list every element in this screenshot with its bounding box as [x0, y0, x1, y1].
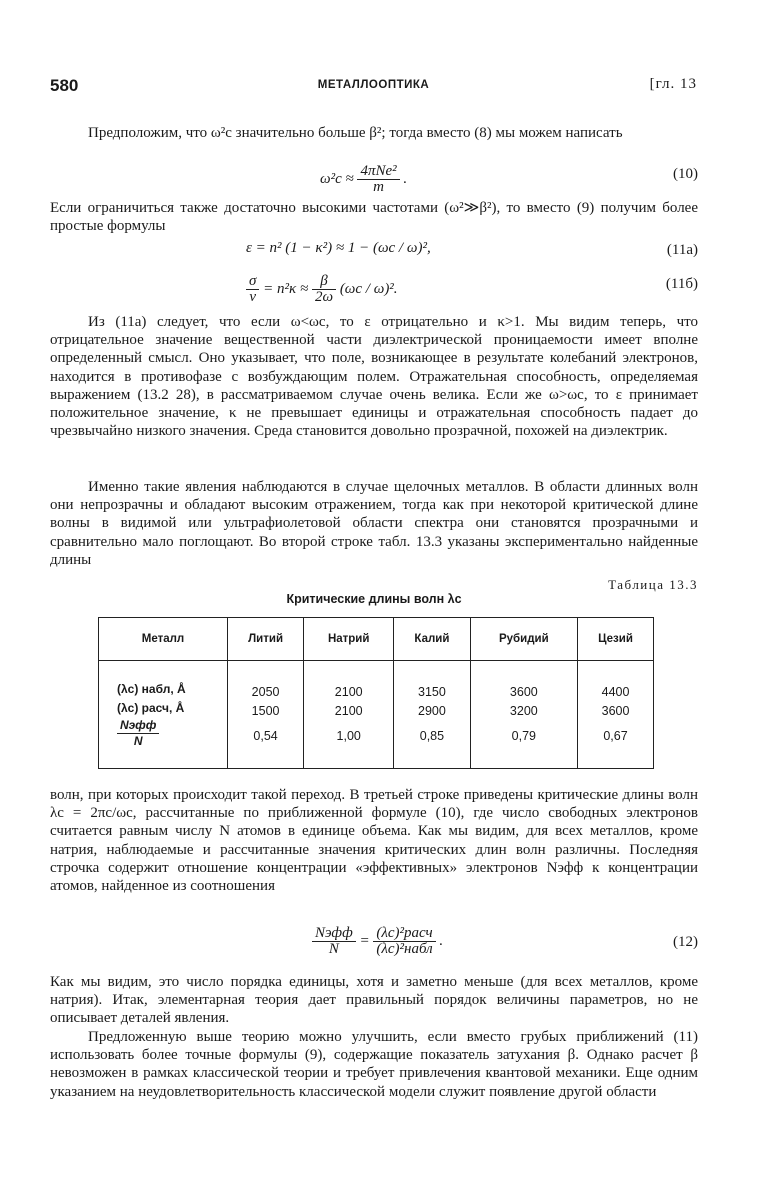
header-potassium: Калий	[394, 618, 470, 661]
header-rubidium: Рубидий	[470, 618, 577, 661]
column-potassium	[394, 661, 470, 769]
eq12-equals: =	[359, 932, 370, 949]
row-label-calculated: (λc) расч, Å	[117, 701, 185, 715]
table-cell: 2100	[334, 685, 363, 699]
table-cell: 1500	[251, 704, 280, 718]
table-cell: 1,00	[336, 729, 361, 743]
column-rubidium	[470, 661, 577, 769]
table-cell: 2050	[251, 685, 280, 699]
chapter-ref: [гл. 13	[649, 76, 697, 92]
eq11b-fraction	[312, 274, 336, 305]
eq11b-den: 2ω	[314, 289, 334, 305]
header-sodium: Натрий	[304, 618, 394, 661]
critical-wavelengths-table	[98, 617, 654, 769]
equation-11b	[50, 270, 698, 305]
table-caption: Таблица 13.3	[608, 577, 698, 592]
page-number: 580	[50, 76, 79, 95]
row-label-ratio	[117, 718, 159, 749]
eq11a-number: (11а)	[666, 242, 698, 258]
eq12-lhs-den: N	[328, 941, 339, 957]
equation-12	[50, 922, 698, 962]
equation-10	[50, 160, 698, 195]
eq12-tail: .	[439, 932, 444, 949]
table-cell: 2900	[418, 704, 446, 718]
table-cell: 0,85	[419, 729, 445, 743]
eq11b-number: (11б)	[665, 276, 698, 292]
eq12-lhs-num: Nэфф	[312, 926, 356, 942]
eq10-numerator: 4πNe²	[357, 164, 399, 180]
table-cell: 0,67	[603, 729, 628, 743]
paragraph-4: Именно такие явления наблюдаются в случае щелочных металлов. В области длинных волн они непрозрачны и обладают высоким отражением, тогда как при некоторой критической длине волны в видимой или ультрафиолетовой области спектра они становятся прозрачными и сравнительно мало поглощают. Во второй строке табл. 13.3 указаны экспериментально найденные длины	[50, 479, 698, 568]
row-labels-cell	[99, 661, 228, 769]
row-label-observed: (λc) набл, Å	[117, 682, 186, 696]
eq12-fraction	[373, 926, 435, 957]
paragraph-3: Из (11а) следует, что если ω<ωc, то ε отрицательно и κ>1. Мы видим теперь, что отрицательное значение вещественной части диэлектрической проницаемости имеет вполне определенный смысл. Оно указывает, что поле, возникающее в результате колебаний электронов, находится в противофазе с возбуждающим полем. Отражательная способность, определяемая выражением (13.2 28), в рассматриваемом случае очень велика. Если же ω>ωc, то ε принимает положительное значение, κ не превышает единицы и отражательная способность падает до чрезвычайно низкого значения. Среда становится довольно прозрачной, похожей на диэлектрик.	[50, 314, 698, 440]
eq10-number: (10)	[673, 166, 698, 182]
table-title: Критические длины волн λc	[286, 592, 462, 606]
paragraph-6: Как мы видим, это число порядка единицы, хотя и заметно меньше (для всех металлов, кроме натрия). Итак, элементарная теория дает правильный порядок величины параметров, но не описывает деталей явления.	[50, 974, 698, 1027]
table-header-row	[99, 618, 654, 661]
eq11b-mid: = n²κ ≈	[263, 280, 309, 297]
header-lithium: Литий	[228, 618, 304, 661]
page-header	[50, 76, 697, 98]
header-cesium: Цезий	[578, 618, 654, 661]
eq10-tail: .	[403, 170, 408, 187]
eq12-lhs-fraction	[312, 926, 356, 957]
ratio-label-num: Nэфф	[117, 718, 159, 734]
table-cell: 4400	[601, 685, 630, 699]
eq10-fraction	[357, 164, 399, 195]
eq12-den: (λc)²набл	[376, 941, 433, 957]
running-title: МЕТАЛЛООПТИКА	[317, 79, 430, 91]
table-cell: 0,54	[253, 729, 278, 743]
eq11b-num: β	[312, 274, 336, 290]
column-cesium	[578, 661, 654, 769]
table-cell: 3200	[509, 704, 538, 718]
table-cell: 3600	[509, 685, 538, 699]
eq10-denominator: m	[373, 179, 384, 195]
eq11a-formula: ε = n² (1 − κ²) ≈ 1 − (ωc / ω)²,	[246, 240, 431, 256]
ratio-label-den: N	[133, 734, 143, 748]
paragraph-2: Если ограничиться также достаточно высокими частотами (ω²≫β²), то вместо (9) получим более простые формулы	[50, 200, 698, 235]
table-cell: 0,79	[511, 729, 536, 743]
table-cell: 2100	[334, 704, 363, 718]
table-cell: 3150	[418, 685, 446, 699]
paragraph-5: волн, при которых происходит такой переход. В третьей строке приведены критические длины волн λc = 2πc/ωc, рассчитанные по приближенной формуле (10), где число свободных электронов считается равным числу N атомов в единице объема. Как мы видим, для всех металлов, кроме натрия, наблюдаемые и рассчитанные значения критических длин волн различны. Последняя строчка содержит отношение концентрации «эффективных» электронов Nэфф к концентрации атомов, найденное из соотношения	[50, 787, 698, 895]
equation-11a	[50, 236, 698, 266]
eq11b-lhs-num: σ	[246, 274, 259, 290]
table-cell: 3600	[601, 704, 630, 718]
eq12-num: (λc)²расч	[373, 926, 435, 942]
eq10-lhs: ω²c ≈	[320, 170, 354, 187]
eq11b-tail: (ωc / ω)².	[339, 280, 398, 297]
column-sodium	[304, 661, 394, 769]
paragraph-1: Предположим, что ω²c значительно больше β²; тогда вместо (8) мы можем написать	[88, 125, 623, 141]
header-metal: Металл	[99, 618, 228, 661]
table-data-row	[99, 661, 654, 769]
eq11b-lhs-den: ν	[249, 289, 257, 305]
column-lithium	[228, 661, 304, 769]
eq11b-lhs-fraction	[246, 274, 259, 305]
paragraph-7: Предложенную выше теорию можно улучшить, если вместо грубых приближений (11) использовать более точные формулы (9), содержащие показатель затухания β. Однако расчет β невозможен в рамках классической теории и требует привлечения квантовой механики. Еще одним указанием на неудовлетворительность классической модели служит появление другой области	[50, 1029, 698, 1100]
eq12-number: (12)	[673, 934, 698, 950]
